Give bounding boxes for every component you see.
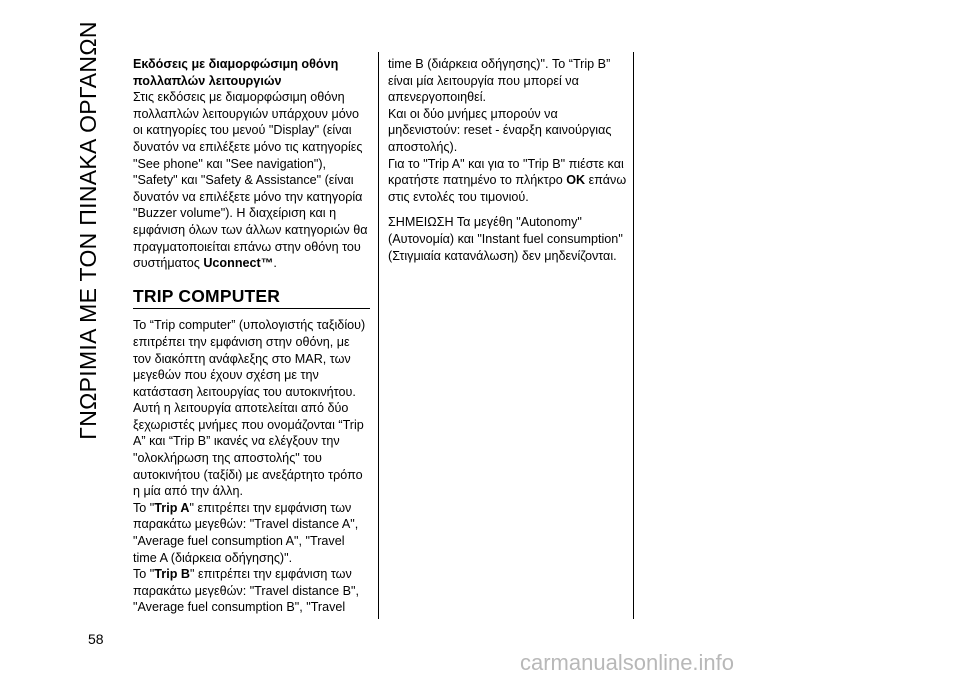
paragraph: time B (διάρκεια οδήγησης)". Το “Trip B” είναι μία λειτουργία που μπορεί να απενεργοποιηθεί. bbox=[388, 57, 611, 105]
uconnect-label: Uconnect™ bbox=[203, 256, 274, 271]
paragraph: Αυτή η λειτουργία αποτελείται από δύο ξεχωριστές μνήμες που ονομάζονται “Trip A” και “Trip B” ικανές να ελέγξουν την "ολοκλήρωση της αποστολής" του αυτοκινήτου (ταξίδι) με ανεξάρτητο τρόπο η μία από την άλλη. bbox=[133, 401, 364, 499]
chapter-side-title bbox=[58, 20, 118, 440]
paragraph: Στις εκδόσεις με διαμορφώσιμη οθόνη πολλαπλών λειτουργιών υπάρχουν μόνο οι κατηγορίες του μενού "Display" (είναι δυνατόν να επιλέξετε μόνο τις κατηγορίες "See phone" και "See navigation"), "Safety" και "Safety & Assistance" (είναι δυνατόν να επιλέξετε μόνο την κατηγορία "Buzzer volume"). Η διαχείριση και η εμφάνιση όλων των άλλων κατηγοριών θα πραγματοποιείται επάνω στην οθόνη του συστήματος Uconnect™. bbox=[133, 90, 368, 271]
subheading: Εκδόσεις με διαμορφώσιμη οθόνη πολλαπλών λειτουργιών bbox=[133, 57, 339, 88]
trip-b-label: Trip B bbox=[154, 567, 190, 582]
paragraph: Και οι δύο μνήμες μπορούν να μηδενιστούν: reset - έναρξη καινούργιας αποστολής). bbox=[388, 106, 612, 154]
watermark-footer: carmanualsonline.info bbox=[520, 650, 735, 675]
paragraph: Το “Trip computer” (υπολογιστής ταξιδίου) επιτρέπει την εμφάνιση στην οθόνη, με τον διακόπτη ανάφλεξης στο MAR, των μεγεθών που έχουν σχέση με την κατάσταση λειτουργίας του αυτοκινήτου. bbox=[133, 318, 366, 399]
left-column bbox=[133, 56, 370, 616]
chapter-title-text: ΓΝΩΡΙΜΙΑ ΜΕ ΤΟΝ ΠΙΝΑΚΑ ΟΡΓΑΝΩΝ bbox=[74, 20, 101, 440]
trip-a-label: Trip A bbox=[154, 500, 190, 515]
section-heading bbox=[133, 285, 370, 310]
right-column bbox=[388, 56, 628, 264]
ok-key-label: OK bbox=[566, 173, 586, 188]
column-divider-right bbox=[633, 52, 634, 619]
paragraph: Το "Trip A" επιτρέπει την εμφάνιση των παρακάτω μεγεθών: "Travel distance A", "Average fuel consumption A", "Travel time A (διάρκεια οδήγησης)". bbox=[133, 500, 359, 565]
paragraph: Το "Trip B" επιτρέπει την εμφάνιση των παρακάτω μεγεθών: "Travel distance B", "Average fuel consumption B", "Travel bbox=[133, 567, 359, 615]
paragraph: Για το "Trip A" και για το "Trip B" πιέστε και κρατήστε πατημένο το πλήκτρο OK επάνω στις εντολές του τιμονιού. bbox=[388, 156, 627, 204]
spacer bbox=[388, 205, 628, 214]
note-paragraph: ΣΗΜΕΙΩΣΗ Τα μεγέθη "Autonomy" (Αυτονομία) και "Instant fuel consumption" (Στιγμιαία κατανάλωση) δεν μηδενίζονται. bbox=[388, 215, 623, 263]
column-divider-left bbox=[378, 52, 379, 619]
section-heading-text: TRIP COMPUTER bbox=[133, 285, 281, 306]
page-number: 58 bbox=[88, 631, 104, 647]
